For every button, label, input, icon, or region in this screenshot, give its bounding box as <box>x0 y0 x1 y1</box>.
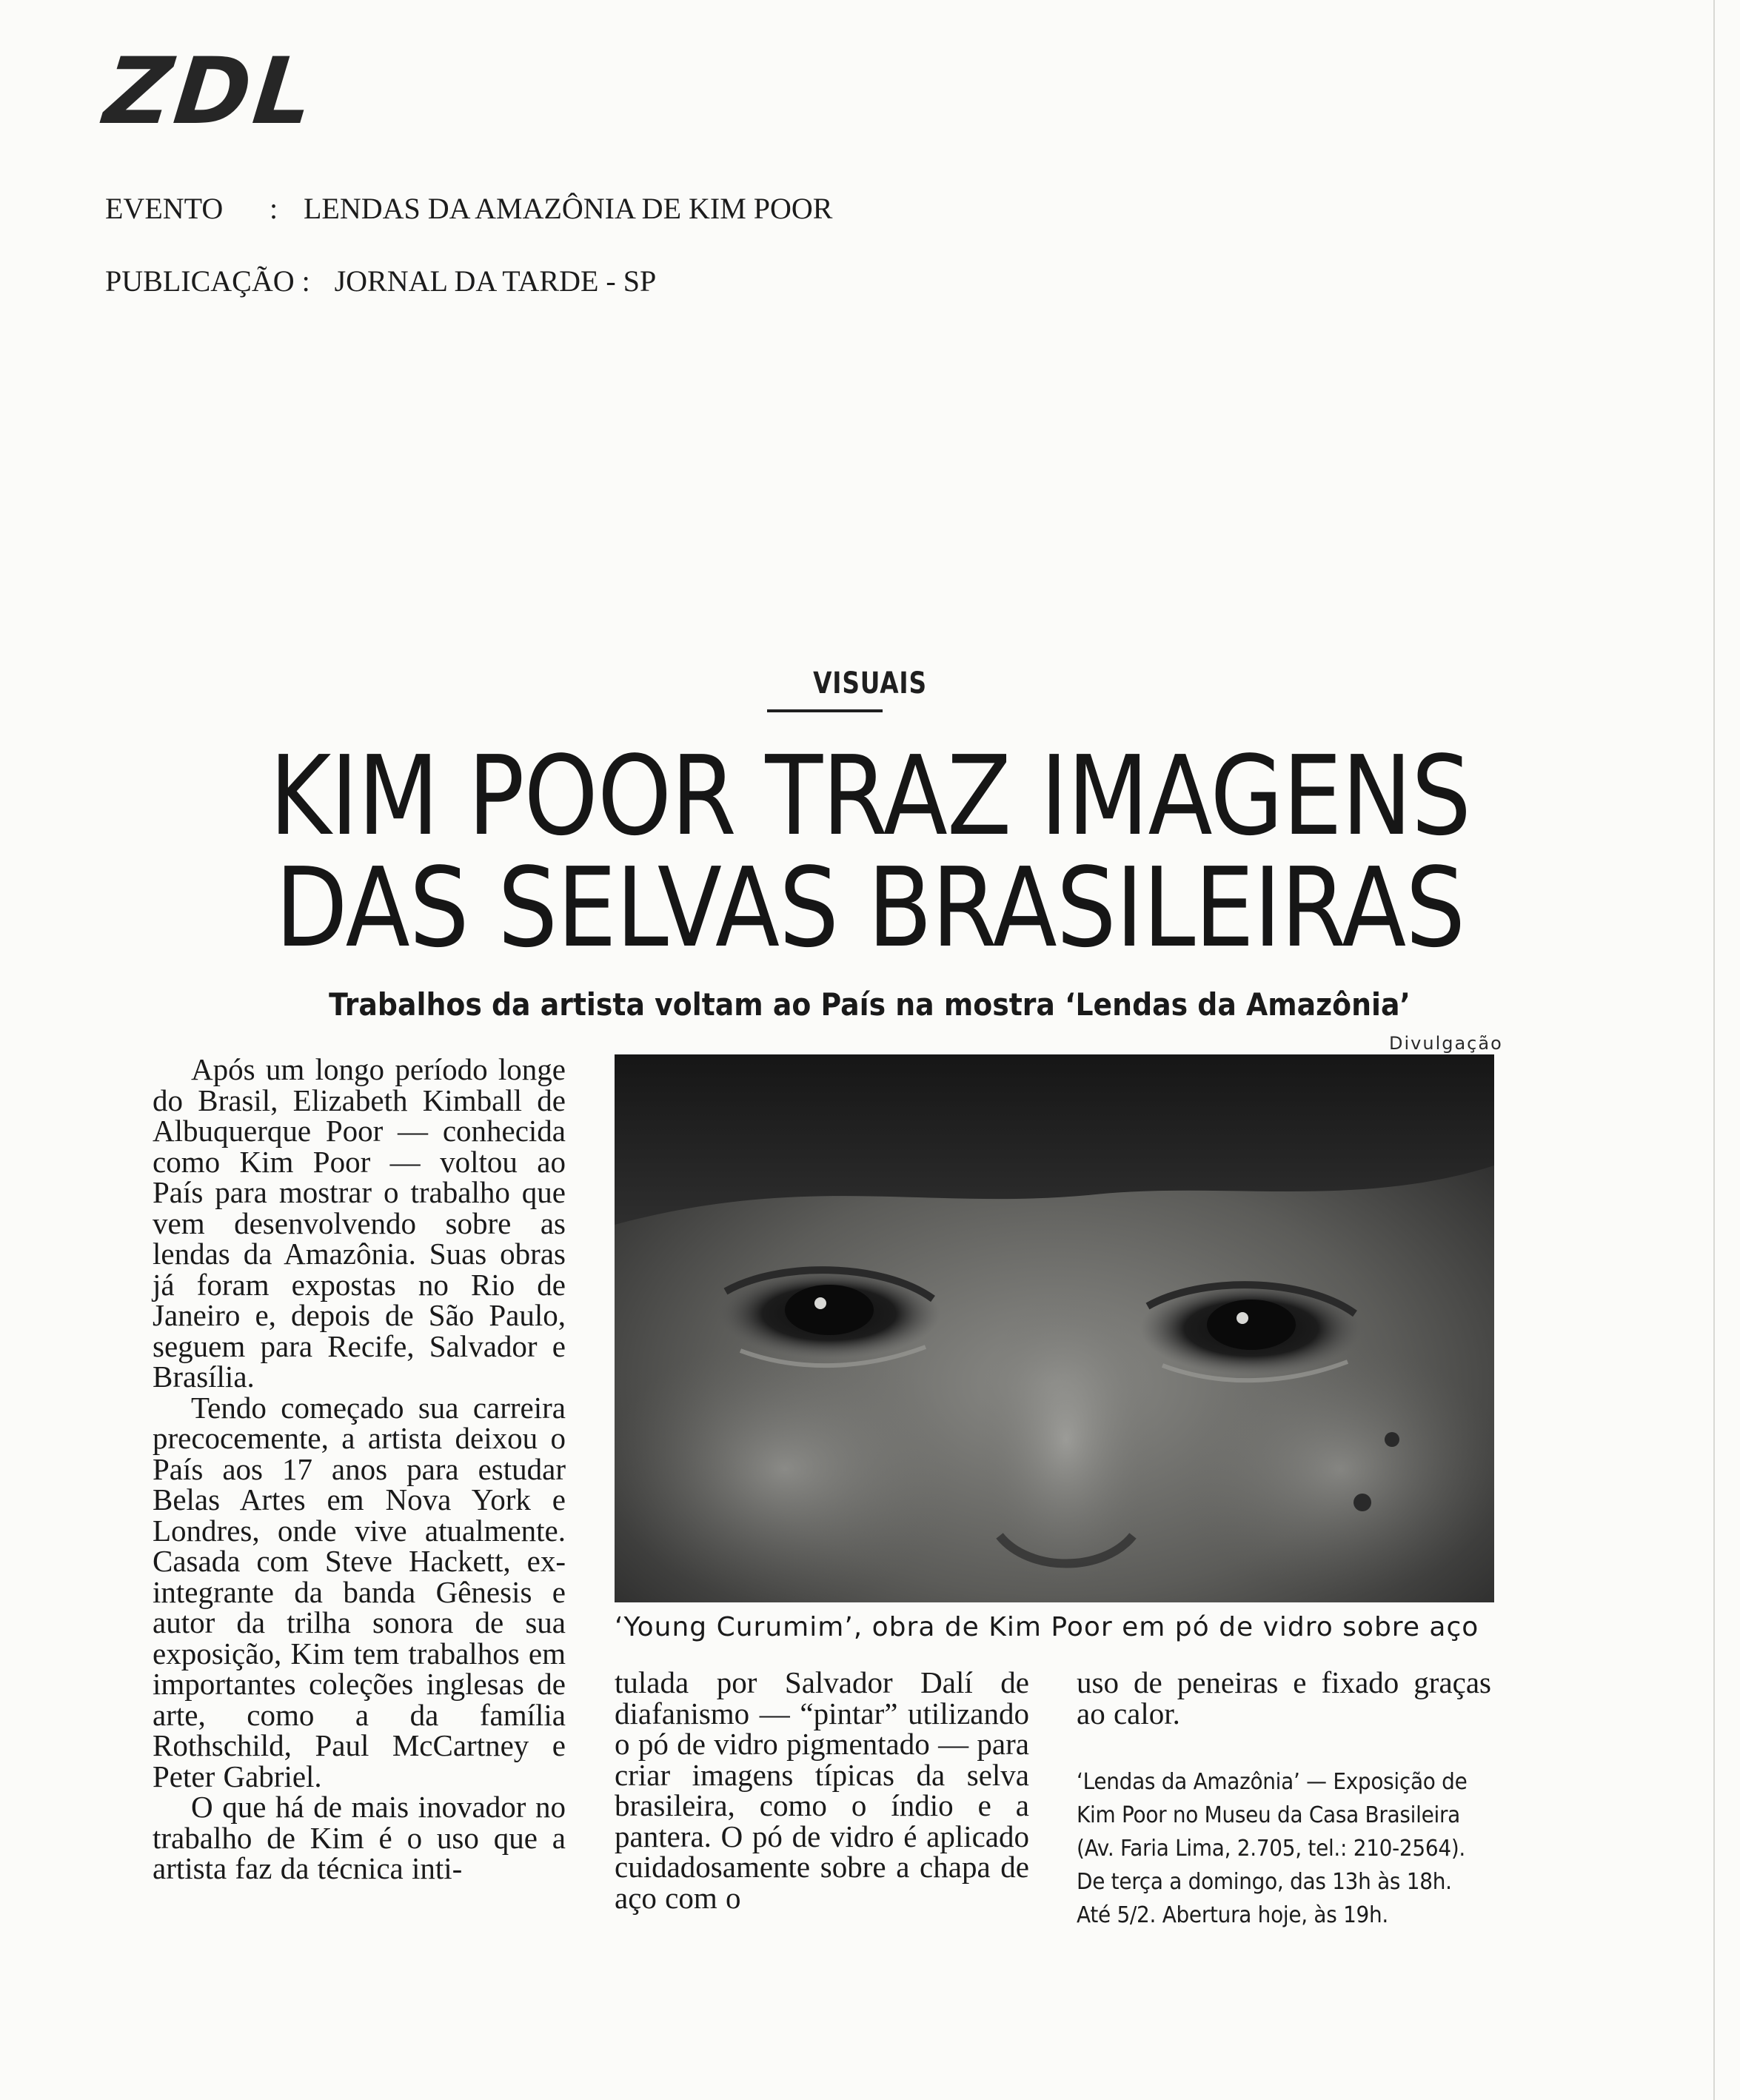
article-column-2 <box>615 1665 1029 1915</box>
page-edge <box>1713 0 1715 2100</box>
article-photo <box>615 1054 1494 1602</box>
publication-row <box>105 264 657 298</box>
paragraph-3-continued: tulada por Salvador Dalí de diafanismo — “pintar” utilizando o pó de vidro pigmentado — para criar imagens típicas da selva brasileira, como o índio e a pantera. O pó de vidro é aplicado cuidadosamente sobre a chapa de aço com o <box>615 1665 1029 1915</box>
paragraph-3: O que há de mais inovador no trabalho de Kim é o uso que a artista faz da técnica inti- <box>153 1790 566 1885</box>
headline <box>0 732 1740 972</box>
event-value: LENDAS DA AMAZÔNIA DE KIM POOR <box>304 192 833 225</box>
info-line-5: Até 5/2. Abertura hoje, às 19h. <box>1077 1902 1389 1928</box>
zdl-logo: ZDL <box>99 39 321 145</box>
section-underline <box>767 709 883 712</box>
event-label: EVENTO <box>105 192 224 225</box>
headline-line-1: KIM POOR TRAZ IMAGENS <box>269 732 1471 860</box>
paragraph-1: Após um longo período longe do Brasil, Elizabeth Kimball de Albuquerque Poor — conhecida como Kim Poor — voltou ao País para mostrar o trabalho que vem desenvolvendo sobre as lendas da Amazônia. Suas obras já foram expostas no Rio de Janeiro e, depois de São Paulo, seguem para Recife, Salvador e Brasília. <box>153 1052 566 1394</box>
portrait-image <box>615 1054 1494 1602</box>
exhibition-info <box>1077 1765 1491 1932</box>
section-label: VISUAIS <box>813 666 927 700</box>
info-line-4: De terça a domingo, das 13h às 18h. <box>1077 1869 1452 1895</box>
publication-label: PUBLICAÇÃO <box>105 264 295 298</box>
subheadline <box>0 986 1740 1023</box>
info-line-1: ‘Lendas da Amazônia’ — Exposição de <box>1077 1769 1468 1795</box>
subheadline-text: Trabalhos da artista voltam ao País na mostra ‘Lendas da Amazônia’ <box>329 986 1411 1023</box>
photo-credit: Divulgação <box>1389 1033 1503 1054</box>
paragraph-2: Tendo começado sua carreira precocemente, a artista deixou o País aos 17 anos para estudar Belas Artes em Nova York e Londres, onde vive atualmente. Casada com Steve Hackett, ex-integrante da banda Gênesis e autor da trilha sonora de sua exposição, Kim tem trabalhos em importantes coleções inglesas de arte, como a da família Rothschild, Paul McCartney e Peter Gabriel. <box>153 1390 566 1793</box>
photo-caption: ‘Young Curumim’, obra de Kim Poor em pó de vidro sobre aço <box>615 1612 1479 1642</box>
info-line-3: (Av. Faria Lima, 2.705, tel.: 210-2564). <box>1077 1836 1466 1862</box>
paragraph-3-end: uso de peneiras e fixado graças ao calor. <box>1077 1665 1491 1731</box>
article-column-3 <box>1077 1665 1491 1731</box>
event-row <box>105 194 832 224</box>
article-column-1 <box>153 1054 566 1885</box>
info-line-2: Kim Poor no Museu da Casa Brasileira <box>1077 1802 1460 1828</box>
event-separator: : <box>270 192 278 225</box>
publication-value: JORNAL DA TARDE - SP <box>334 264 657 298</box>
publication-separator: : <box>301 264 310 298</box>
headline-line-2: DAS SELVAS BRASILEIRAS <box>275 843 1465 972</box>
